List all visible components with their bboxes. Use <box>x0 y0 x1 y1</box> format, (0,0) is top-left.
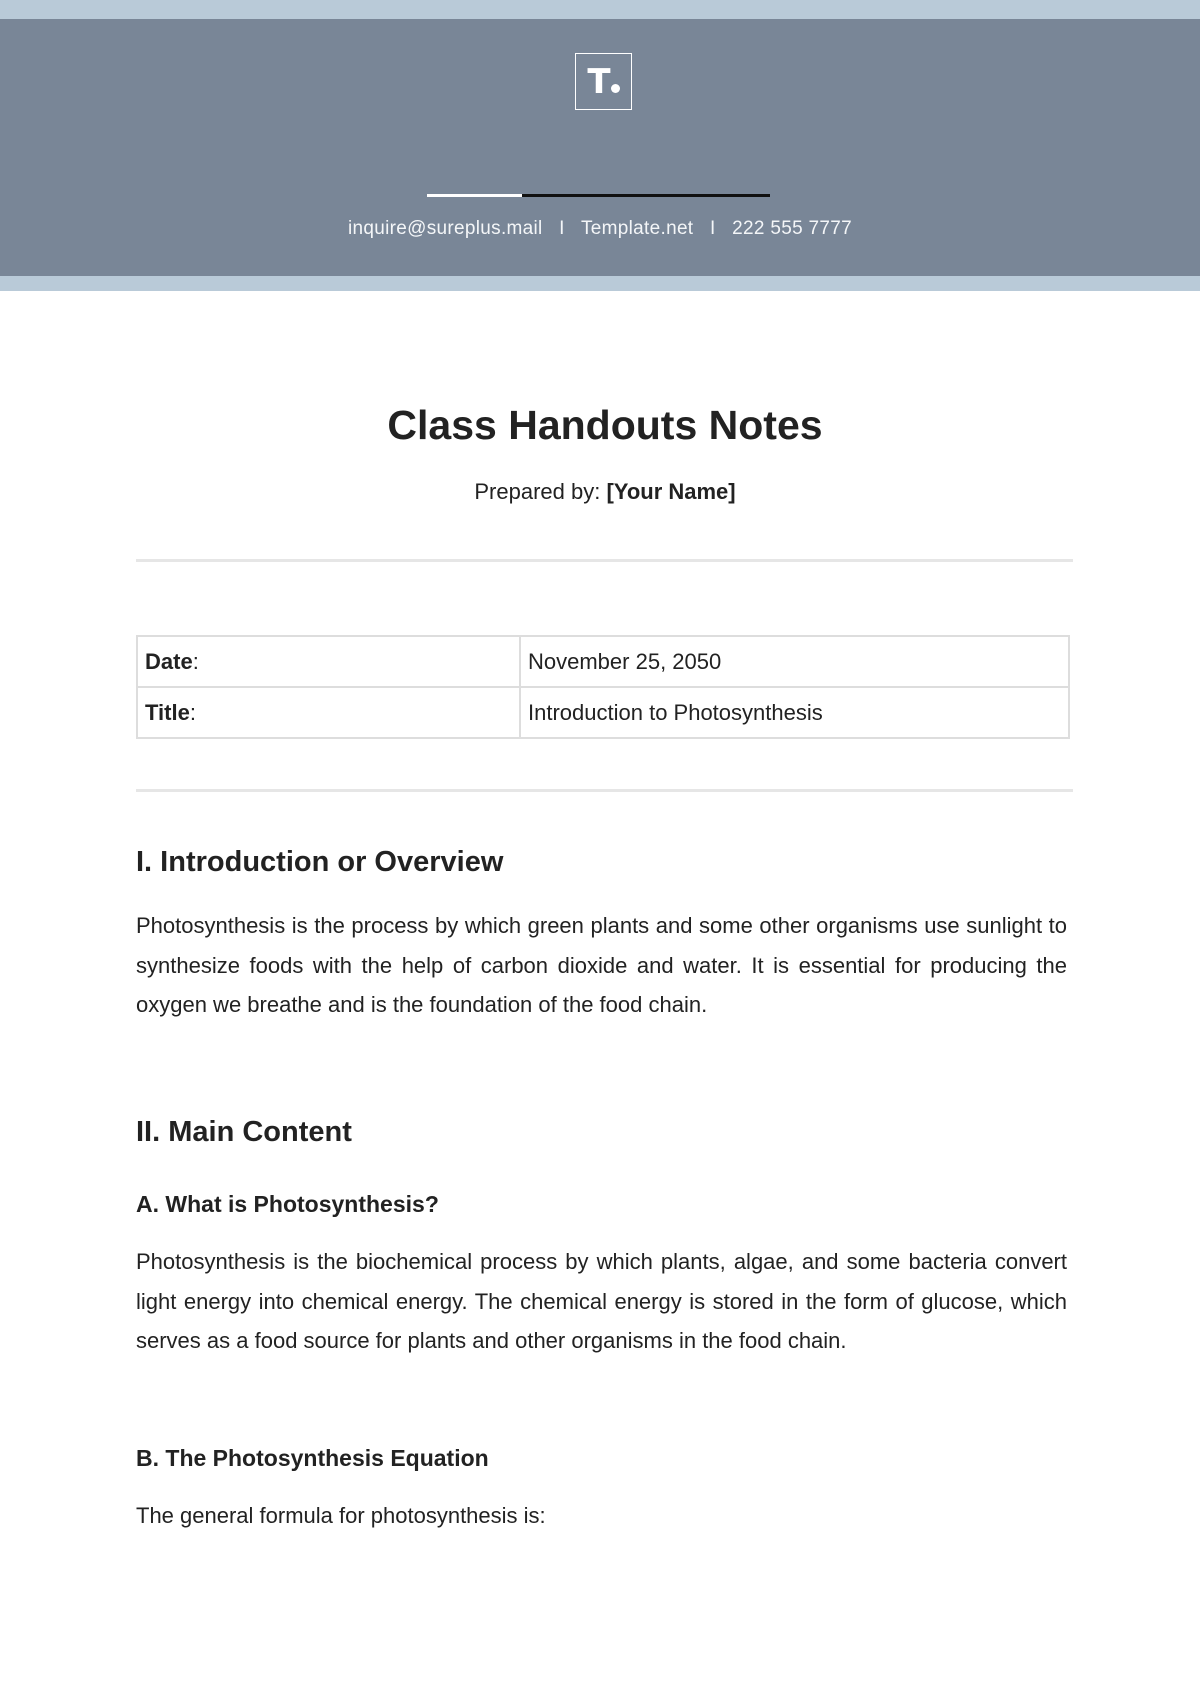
header-divider-dark <box>522 194 770 197</box>
label-colon: : <box>189 699 196 725</box>
title-value: Introduction to Photosynthesis <box>520 687 1069 738</box>
document-title: Class Handouts Notes <box>387 402 823 448</box>
contact-separator: I <box>559 218 565 239</box>
label-colon: : <box>192 648 199 674</box>
prepared-by <box>0 479 1200 505</box>
logo-letter: T <box>587 61 610 102</box>
header-top-band <box>0 0 1200 19</box>
prepared-by-value: [Your Name] <box>606 479 736 504</box>
logo <box>575 53 632 110</box>
header-bottom-band <box>0 276 1200 291</box>
contact-separator: I <box>709 218 716 239</box>
prepared-by-label: Prepared by: <box>474 479 601 504</box>
logo-dot-icon <box>611 84 620 93</box>
info-table <box>136 635 1070 739</box>
subsection-heading-what-is: A. What is Photosynthesis? <box>136 1191 439 1217</box>
section-heading-main-content: II. Main Content <box>136 1116 352 1148</box>
subsection-heading-equation: B. The Photosynthesis Equation <box>136 1445 489 1471</box>
introduction-paragraph: Photosynthesis is the process by which green plants and some other organisms use sunlight to synthesize foods with the help of carbon dioxide and water. It is essential for producing the oxygen we breathe and is the foundation of the food chain. <box>136 913 1067 1017</box>
equation-paragraph: The general formula for photosynthesis is: <box>136 1503 546 1528</box>
table-row <box>137 687 1069 738</box>
divider-rule <box>136 559 1073 562</box>
table-row <box>137 636 1069 687</box>
contact-line <box>0 218 1200 240</box>
what-is-paragraph: Photosynthesis is the biochemical process by which plants, algae, and some bacteria convert light energy into chemical energy. The chemical energy is stored in the form of glucose, which serves as a food source for plants and other organisms in the food chain. <box>136 1249 1067 1353</box>
section-heading-introduction: I. Introduction or Overview <box>136 846 504 878</box>
table-label-cell <box>137 636 520 687</box>
divider-rule <box>136 789 1073 792</box>
contact-email: inquire@sureplus.mail <box>348 218 543 239</box>
table-label-cell <box>137 687 520 738</box>
date-label: Date <box>145 648 193 674</box>
date-value: November 25, 2050 <box>520 636 1069 687</box>
header-divider-light <box>427 194 522 197</box>
contact-phone: 222 555 7777 <box>732 218 852 239</box>
title-label: Title <box>145 699 190 725</box>
contact-website: Template.net <box>581 218 694 239</box>
